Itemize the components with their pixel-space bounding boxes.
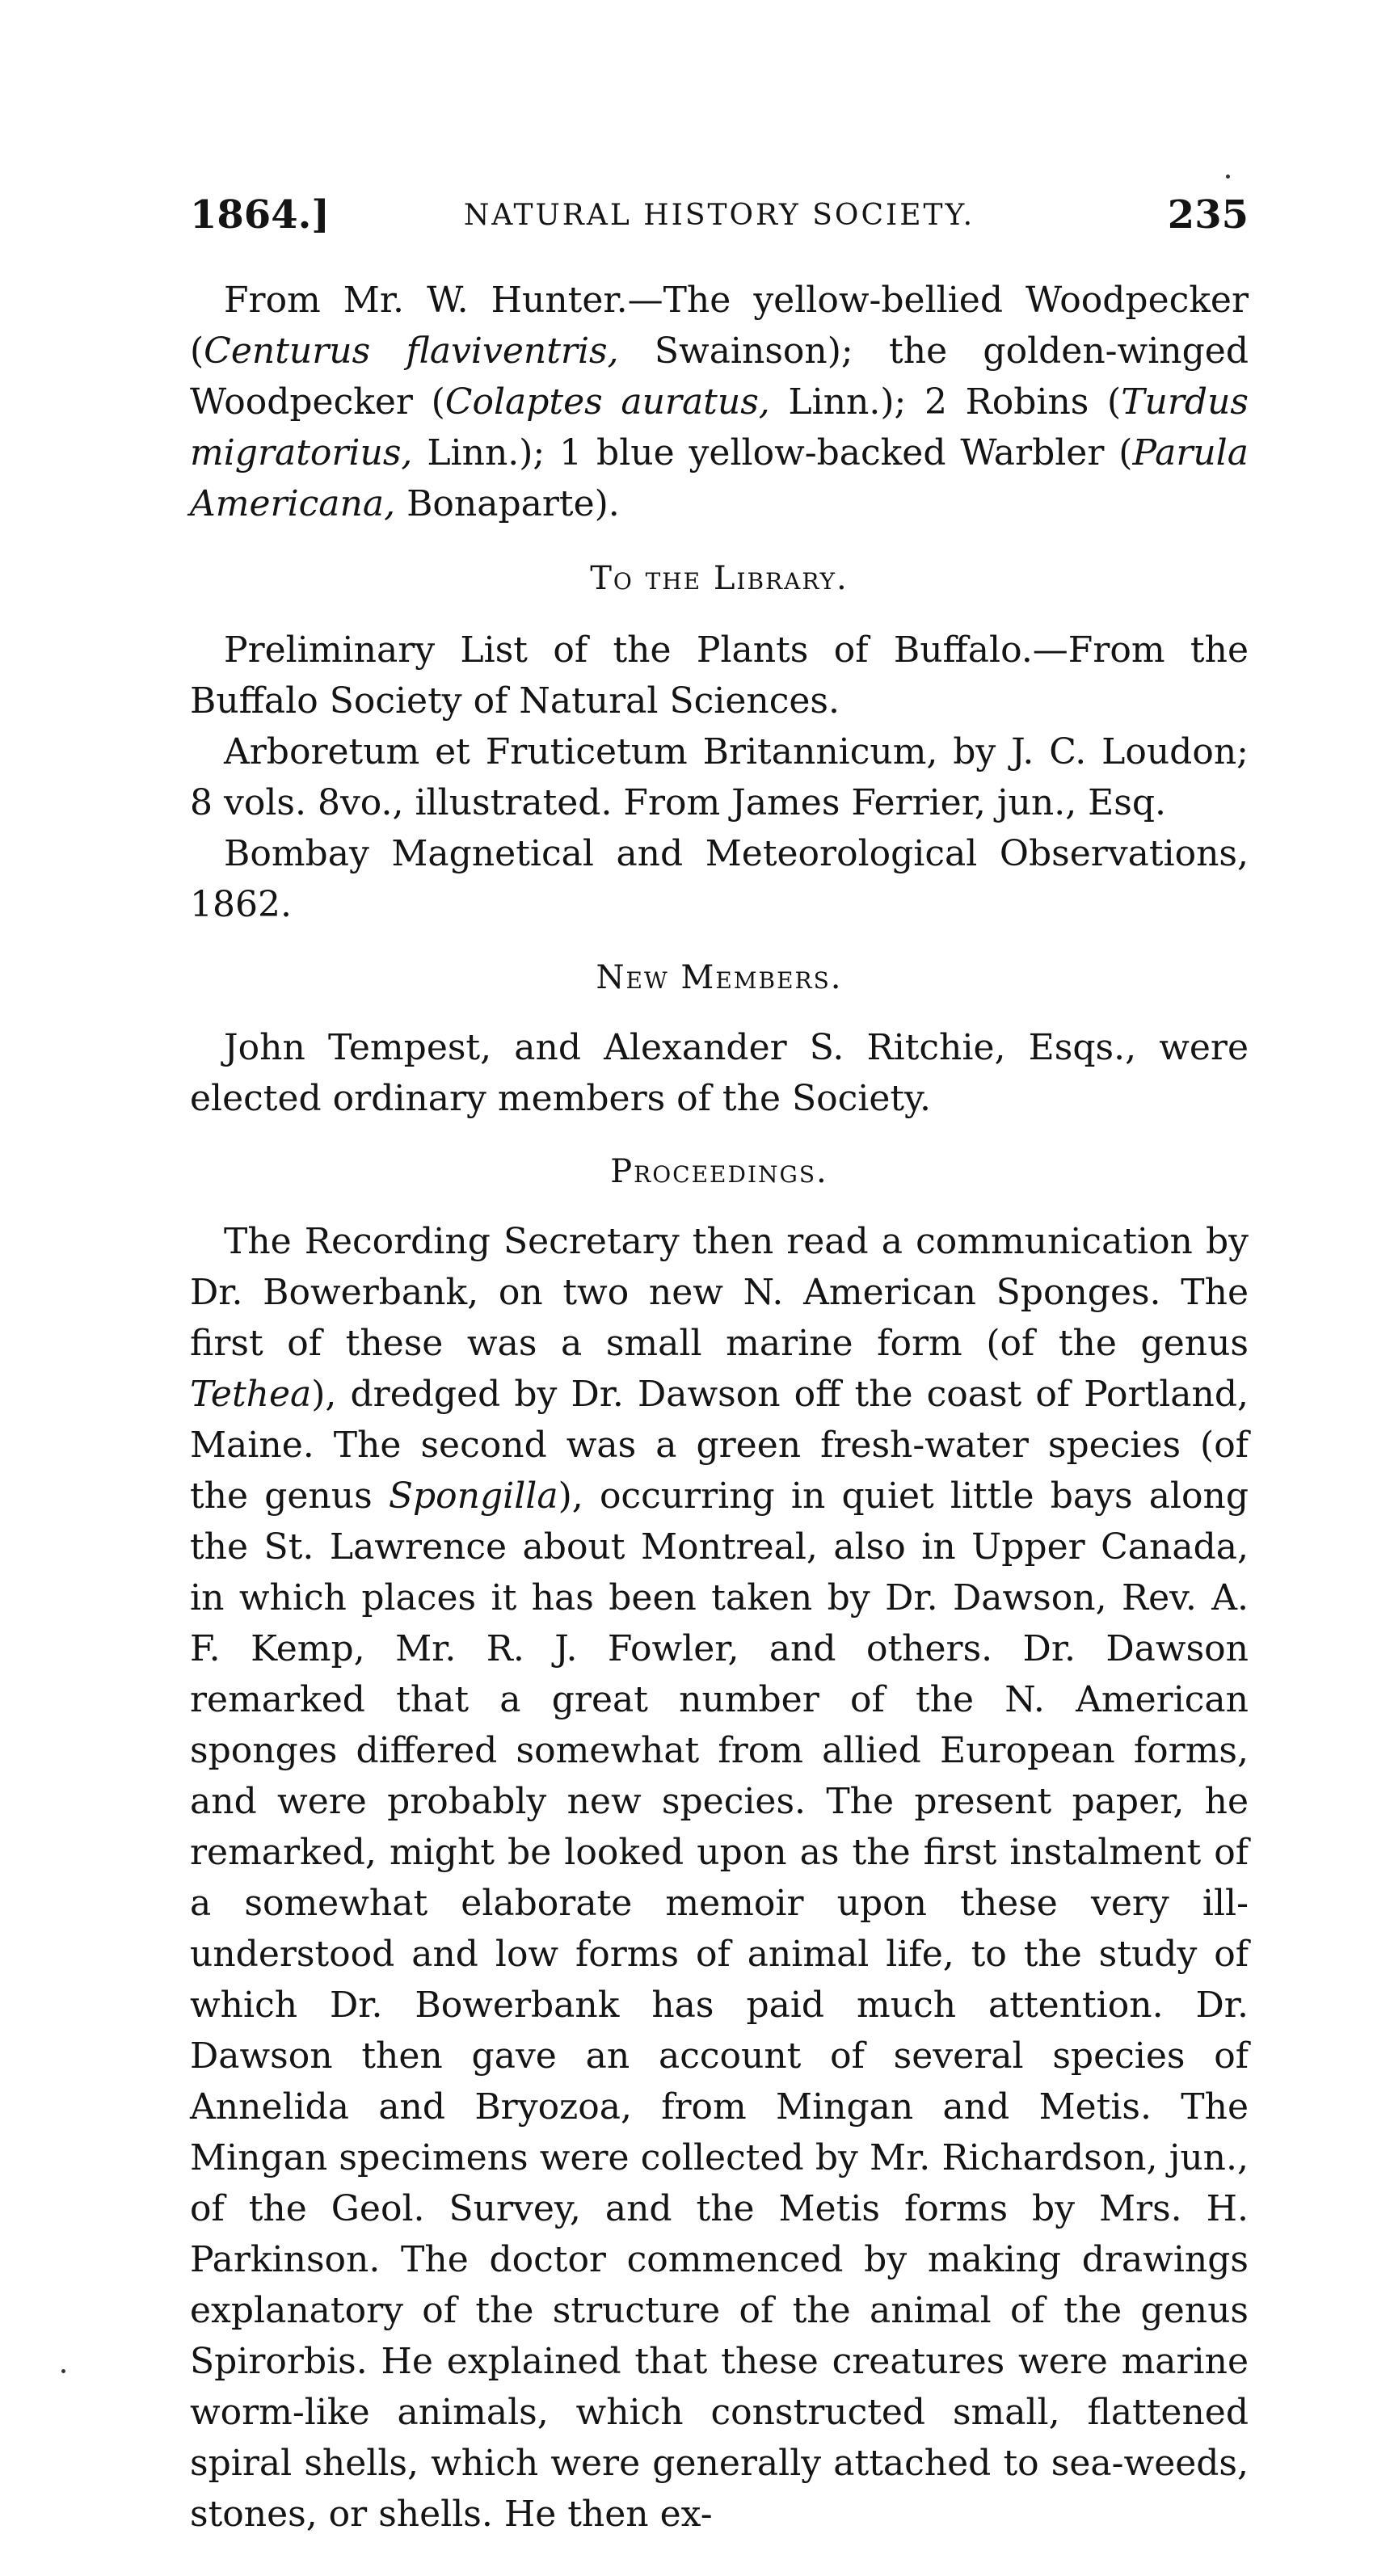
print-speck	[1226, 175, 1230, 179]
heading-proceedings: Proceedings.	[610, 1153, 828, 1190]
donation-hunter-text-i: Bonaparte).	[395, 483, 620, 524]
species-parula: Parula Americana,	[190, 432, 1249, 524]
running-head	[190, 192, 1249, 249]
proceedings-part-2: ), dredged by Dr. Dawson off the coast of Portland, Maine. The second was a green fresh-water species (of the genus	[190, 1374, 1249, 1517]
proceedings-part-1: The Recording Secretary then read a communication by Dr. Bowerbank, on two new N. American Sponges. The first of these was a small marine form (of the genus	[190, 1221, 1249, 1364]
library-entry-1: Preliminary List of the Plants of Buffalo.—From the Buffalo Society of Natural Sciences.	[190, 629, 1249, 722]
donation-hunter-text-c: Swainson); the golden-winged Woodpecker (	[190, 330, 1249, 423]
header-title: NATURAL HISTORY SOCIETY.	[463, 199, 975, 232]
donation-hunter-text-a: From Mr. W. Hunter.—The yellow-bellied Woodpecker (	[190, 280, 1249, 372]
donation-hunter	[190, 275, 1249, 529]
page-body	[190, 275, 1249, 2540]
species-colaptes: Colaptes auratus,	[444, 381, 770, 423]
new-members-text: John Tempest, and Alexander S. Ritchie, Esqs., were elected ordinary members of the Society.	[190, 1027, 1249, 1119]
genus-spongilla: Spongilla	[388, 1475, 558, 1517]
species-turdus: Turdus migratorius,	[190, 381, 1249, 474]
donation-hunter-text-e: Linn.); 2 Robins (	[769, 381, 1122, 423]
proceedings-text	[190, 1216, 1249, 2540]
heading-library: To the Library.	[590, 560, 849, 597]
library-entry-2: Arboretum et Fruticetum Britannicum, by J. C. Loudon; 8 vols. 8vo., illustrated. From James Ferrier, jun., Esq.	[190, 731, 1249, 823]
page-number: 235	[1167, 192, 1249, 238]
donation-hunter-text-g: Linn.); 1 blue yellow-backed Warbler (	[412, 432, 1133, 474]
header-year: 1864.]	[190, 192, 331, 238]
print-speck	[61, 2369, 65, 2373]
proceedings-part-3: ), occurring in quiet little bays along the St. Lawrence about Montreal, also in Upper Canada, in which places it has been taken by Dr. Dawson, Rev. A. F. Kemp, Mr. R. J. Fowler, and others. Dr. Dawson remarked that a great number of the N. American sponges differed somewhat from allied European forms, and were probably new species. The present paper, he remarked, might be looked upon as the first instalment of a somewhat elaborate memoir upon these very ill-understood and low forms of animal life, to the study of which Dr. Bowerbank has paid much attention. Dr. Dawson then gave an account of several species of Annelida and Bryozoa, from Mingan and Metis. The Mingan specimens were collected by Mr. Richardson, jun., of the Geol. Survey, and the Metis forms by Mrs. H. Parkinson. The doctor commenced by making drawings explanatory of the structure of the animal of the genus Spirorbis. He explained that these creatures were marine worm-like animals, which constructed small, flattened spiral shells, which were generally attached to sea-weeds, stones, or shells. He then ex-	[190, 1475, 1249, 2535]
heading-new-members: New Members.	[596, 959, 843, 996]
genus-tethea: Tethea	[190, 1374, 312, 1415]
library-entry-3: Bombay Magnetical and Meteorological Observations, 1862.	[190, 833, 1249, 925]
species-centurus: Centurus flaviventris,	[204, 330, 619, 372]
